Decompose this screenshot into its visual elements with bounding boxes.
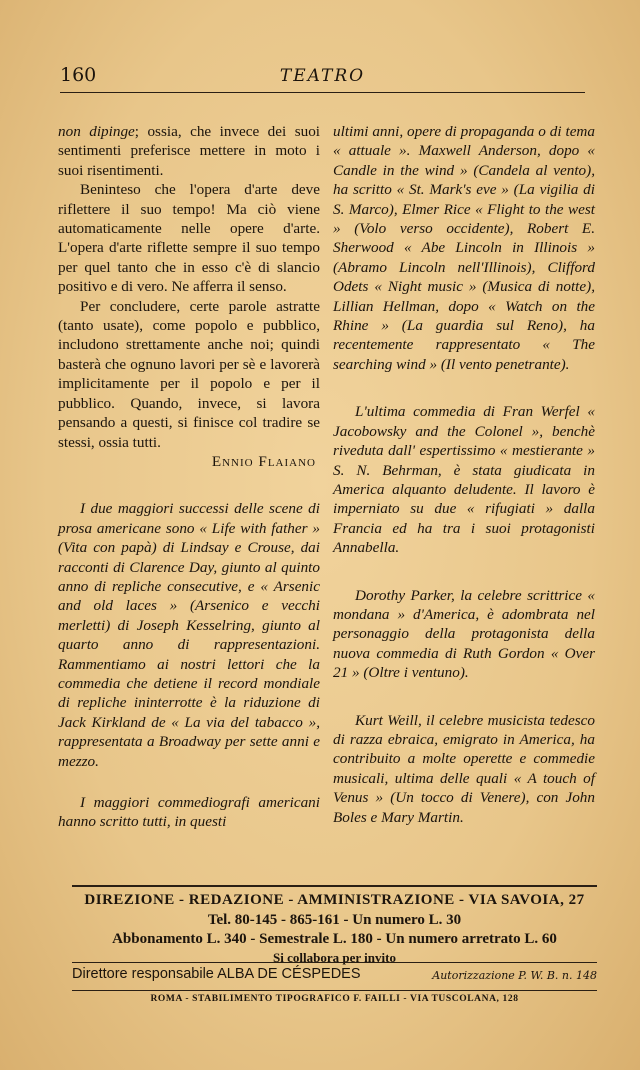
footer-address: DIREZIONE - REDAZIONE - AMMINISTRAZIONE - VIA SAVOIA, 27: [84, 892, 585, 908]
right-paragraph-1: ultimi anni, opere di propaganda o di tema « attuale ». Maxwell Anderson, dopo « Candle in the wind » (Candela al vento), ha scritto « St. Mark's eve » (La vigilia di S. Marco), Elmer Rice « Flight to the west » (Volo verso occidente), Robert E. Sherwood « Abe Lincoln in Illinois » (Abramo Lincoln nell'Illinois), Clifford Odets « Night music » (Musica di notte), Lillian Hellman, dopo « Watch on the Rhine » (La guardia sul Reno), ha recentemente rappresentato « The searching wind » (Il vento penetrante).: [333, 123, 595, 373]
right-paragraph-4: Kurt Weill, il celebre musicista tedesco di razza ebraica, emigrato in America, ha contribuito a molte operette e commedie musicali, ultima delle quali « A touch of Venus » (Un tocco di Venere), con John Boles e Mary Martin.: [333, 711, 595, 826]
page-number: 160: [60, 64, 97, 86]
page-header: [60, 64, 585, 94]
running-title: TEATRO: [279, 66, 366, 86]
right-paragraph-2: L'ultima commedia di Fran Werfel « Jacobowsky and the Colonel », benchè riveduta dall' espertissimo « mestierante » S. N. Behrman, è stata giudicata in America alquanto deludente. Il lavoro è imperniato su due « rifugiati » dalla Francia ed ha tra i suoi protagonisti Annabella.: [333, 403, 595, 557]
responsible-line: [72, 966, 597, 988]
right-paragraph-3: Dorothy Parker, la celebre scrittrice « mondana » d'America, è adombrata nel personaggio della protagonista della nuova commedia di Ruth Gordon « Over 21 » (Oltre i ventuno).: [333, 586, 595, 682]
left-paragraph-1-emphasis: non dipinge: [58, 123, 135, 140]
left-paragraph-5: I maggiori commediografi americani hanno scritto tutti, in questi: [58, 794, 320, 831]
printer-imprint: ROMA - STABILIMENTO TIPOGRAFICO F. FAILLI - VIA TUSCOLANA, 128: [150, 994, 519, 1004]
spacer: [58, 471, 320, 499]
responsible-director: Direttore responsabile ALBA DE CÉSPEDES: [72, 966, 361, 982]
left-paragraph-1-text: ; ossia, che invece dei suoi sentimenti preferisce mettere in moto i suoi risentimenti.: [58, 123, 321, 179]
footer-rule-mid: [72, 962, 597, 963]
spacer: [333, 558, 595, 586]
footer-subscription: Abbonamento L. 340 - Semestrale L. 180 - Un numero arretrato L. 60: [112, 931, 557, 947]
footer-phone: Tel. 80-145 - 865-161 - Un numero L. 30: [207, 912, 462, 928]
spacer: [58, 771, 320, 793]
authorization-note: Autorizzazione P. W. B. n. 148: [432, 969, 597, 982]
header-rule: [60, 92, 585, 93]
left-paragraph-1: [58, 122, 320, 180]
left-paragraph-3: Per concludere, certe parole astratte (tanto usate), come popolo e pubblico, includono strettamente anche noi; quindi basterà che ognuno lavori per sè e lavorerà implicitamente per il popolo e per il pubblico. Quando, invece, si lavora pensando a questi, si finisce col tradire se stessi, ossia tutti.: [58, 297, 320, 451]
right-column: [333, 122, 595, 827]
author-signature: Ennio Flaiano: [211, 452, 316, 470]
spacer: [333, 683, 595, 711]
left-paragraph-2: Beninteso che l'opera d'arte deve riflettere il suo tempo! Ma ciò viene automaticamente nelle opere d'arte. L'opera d'arte riflette sempre il suo tempo per quel tanto che in esso c'è di slancio positivo e di vero. Ne afferra il senso.: [58, 181, 320, 296]
footer-collaboration: Si collabora per invito: [273, 950, 396, 965]
masthead-footer: [72, 890, 597, 966]
spacer: [333, 374, 595, 402]
footer-rule-bottom: [72, 990, 597, 991]
left-column: [58, 122, 320, 832]
footer-rule-top: [72, 885, 597, 887]
left-paragraph-4: I due maggiori successi delle scene di prosa americane sono « Life with father » (Vita con papà) di Lindsay e Crouse, dai racconti di Clarence Day, giunto al quinto anno di repliche consecutive, e « Arsenic and old laces » (Arsenico e vecchi merletti) di Joseph Kesselring, giunto al quarto anno di rappresentazioni. Rammentiamo ai nostri lettori che la commedia che detiene il record mondiale di repliche ininterrotte è la riduzione di Jack Kirkland de « La via del tabacco », rappresentata a Broadway per sette anni e mezzo.: [58, 500, 320, 770]
